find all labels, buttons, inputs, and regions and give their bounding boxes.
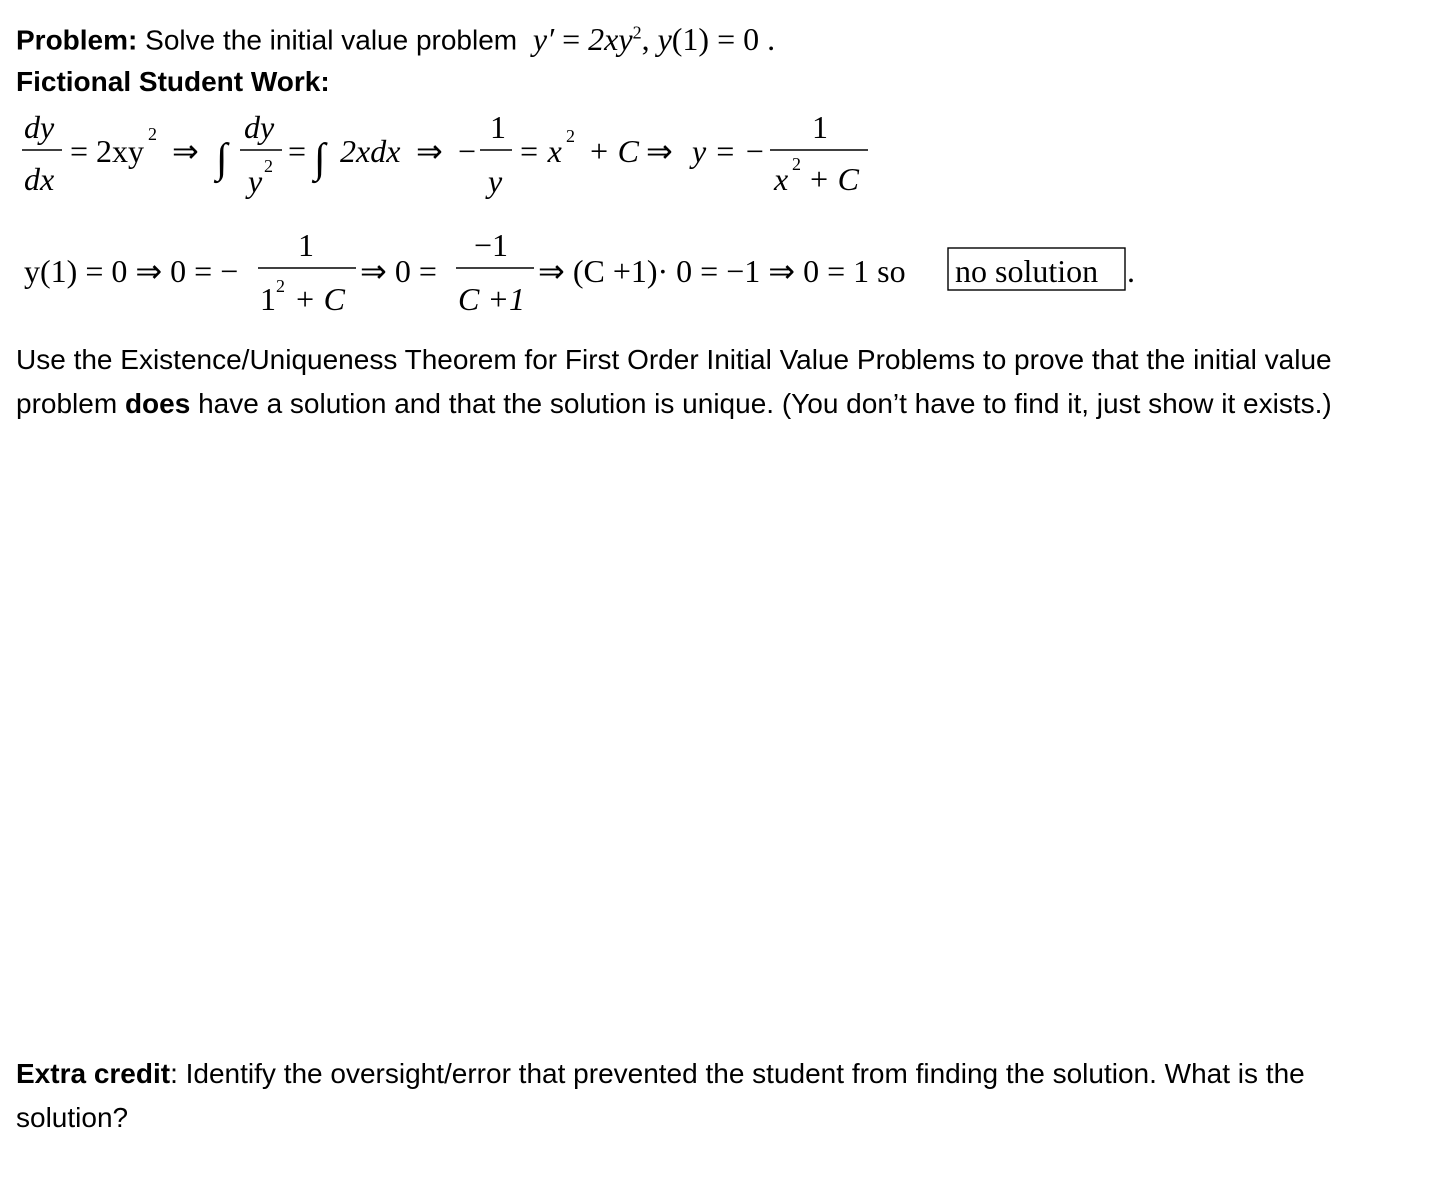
boxed-answer: no solution xyxy=(955,253,1099,289)
extra-credit-text: : Identify the oversight/error that prevented the student from finding the solution. What is the solution? xyxy=(16,1058,1305,1133)
c-plus-one: C +1 xyxy=(458,281,525,317)
plus-c-denominator: + C xyxy=(808,161,859,197)
one-squared-exponent: 2 xyxy=(276,276,285,296)
student-work-heading-text: Fictional Student Work: xyxy=(16,66,330,97)
one-numerator: 1 xyxy=(490,109,506,145)
question-paragraph xyxy=(16,338,1416,426)
extra-credit-label: Extra credit xyxy=(16,1058,171,1089)
implies-arrow: ⇒ xyxy=(172,133,199,169)
y-exponent: 2 xyxy=(264,156,273,176)
student-work-math xyxy=(0,0,1456,330)
dy-numerator: dy xyxy=(24,109,55,145)
work-line-2 xyxy=(24,227,1135,317)
ode-rhs: 2xy xyxy=(588,20,633,57)
ode-equals: = xyxy=(562,20,581,57)
ic-rest: (1) = 0 xyxy=(671,20,760,57)
exponent-2: 2 xyxy=(148,124,157,144)
ode-exponent: 2 xyxy=(632,22,642,42)
problem-period: . xyxy=(767,20,776,57)
dx-denominator: dx xyxy=(24,161,55,197)
contradiction-chain: ⇒ (C +1)· 0 = −1 ⇒ 0 = 1 so xyxy=(538,253,906,289)
ic-y: y xyxy=(657,20,672,57)
final-period: . xyxy=(1127,253,1135,289)
implies-zero: ⇒ 0 = xyxy=(360,253,437,289)
equals-sign: = xyxy=(288,133,307,169)
one-numerator-3: 1 xyxy=(298,227,314,263)
one-numerator-2: 1 xyxy=(812,109,828,145)
plus-c-2: + C xyxy=(294,281,345,317)
x-exponent: 2 xyxy=(566,126,575,146)
x-denominator: x xyxy=(774,161,789,197)
implies-arrow-2: ⇒ xyxy=(416,133,443,169)
problem-label: Problem: xyxy=(16,24,138,56)
initial-condition: y(1) = 0 ⇒ 0 = − xyxy=(24,253,239,289)
ode-lhs: y′ xyxy=(532,20,555,57)
x-denominator-exponent: 2 xyxy=(792,154,801,174)
integral-sign: ∫ xyxy=(216,136,228,182)
implies-arrow-3: ⇒ xyxy=(646,133,673,169)
neg-one-numerator: −1 xyxy=(474,227,509,263)
question-part2: have a solution and that the solution is unique. (You don’t have to find it, just show it exists.) xyxy=(190,388,1332,419)
integral-sign-2: ∫ xyxy=(314,136,326,182)
work-line-1 xyxy=(22,109,868,199)
question-part1: Use the Existence/Uniqueness Theorem for First Order Initial Value Problems to prove that the initial value problem xyxy=(16,344,1332,419)
equals-2xy: = 2xy xyxy=(70,133,145,169)
minus-sign: − xyxy=(458,133,477,169)
problem-text: Solve the initial value problem xyxy=(145,24,518,56)
y-denominator: y xyxy=(248,163,263,199)
question-bold-does: does xyxy=(124,388,191,419)
y-denominator-2: y xyxy=(488,163,503,199)
equals-x: = x xyxy=(518,133,562,169)
dy-numerator-2: dy xyxy=(244,109,275,145)
ode-separator: , xyxy=(641,20,650,57)
y-equals-minus: y = − xyxy=(692,133,766,169)
integrand: 2xdx xyxy=(340,133,401,169)
plus-c: + C xyxy=(588,133,639,169)
one-squared-base: 1 xyxy=(260,281,276,317)
extra-credit-paragraph xyxy=(16,1052,1416,1140)
